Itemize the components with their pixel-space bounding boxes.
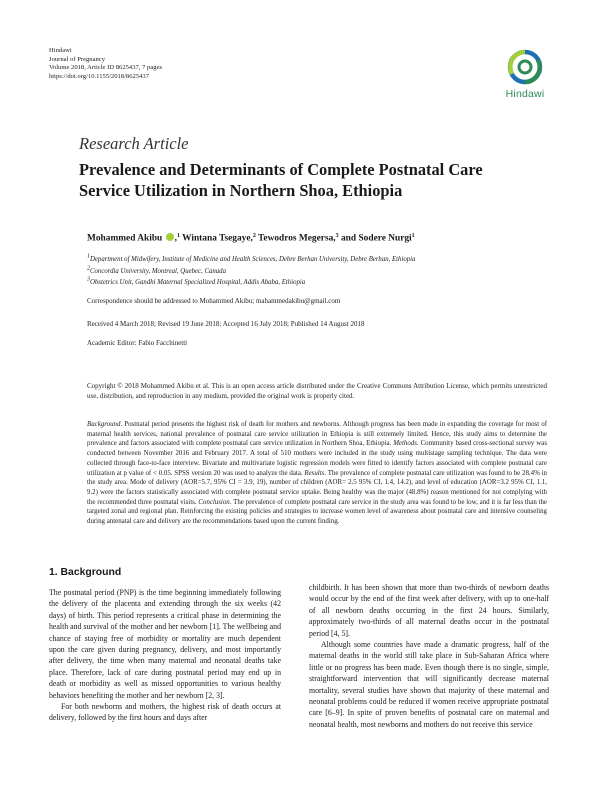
- abstract-conclusion-label: Conclusion: [198, 498, 230, 506]
- academic-editor: Academic Editor: Fabio Facchinetti: [87, 339, 188, 347]
- abstract-conclusion-text: . The prevalence of complete postnatal care service in the study area was found to be low, and it is far less than the targeted zonal and regional plan. Reinforcing the existing policies and strategies to increase women level of awareness about postnatal care and intensive counseling during antenatal care and delivery are the recommendations based upon the current finding.: [87, 498, 547, 526]
- abstract-results-label: Results: [304, 469, 325, 477]
- abstract-methods-text: . Community based cross-sectional survey was conducted between November 2016 and February 2017. A total of 510 mothers were included in the study using multistage sampling technique. The data were collected through face-to-face interview. Bivariate and multivariate logistic regression models were fitted to identify factors associated with complete postnatal care utilization at p value of < 0.05. SPSS version 20 was used to analyze the data.: [87, 440, 548, 477]
- doi-link[interactable]: https://doi.org/10.1155/2018/8625437: [49, 72, 150, 80]
- abstract-background-label: Background: [87, 421, 121, 428]
- abstract-results-text: . The prevalence of complete postnatal care utilization was found to be 28.4% in the study area. Mode of delivery (AOR=5.7, 95% CI = 3.9, 19), number of children (AOR= 2.5 95% CI, 1.4, 14.2), and level of education (AOR=3.2 95% CI, 1.1, 9.2) were the factors statistically associated with complete postnatal service uptake. Being healthy was the major (48.8%) reason mentioned for not complying with the recommended three postnatal visits.: [87, 469, 547, 506]
- author-3-affil: 3: [335, 233, 339, 239]
- author-1[interactable]: Mohammed Akibu: [87, 233, 163, 244]
- hindawi-logo: [494, 47, 556, 100]
- affiliation-item: $^3$Obstetrics Unit, Gandhi Maternal Specialized Hospital, Addis Ababa, Ethiopia: [87, 276, 306, 286]
- volume-info: Volume 2018, Article ID 8625437, 7 pages: [49, 64, 163, 72]
- body-paragraph: For both newborns and mothers, the highest risk of death occurs at delivery, followed by the first hours and days after: [49, 702, 281, 723]
- abstract-methods-label: Methods: [393, 440, 417, 448]
- body-paragraph: The postnatal period (PNP) is the time beginning immediately following the delivery of the placenta and extending through the six weeks (42 days) of birth. This period represents a critical phase in determining the health and survival of the mother and her newborn [1]. The wellbeing and chance of staying free of morbidity or mortality are much dependent upon the care given during pregnancy, delivery, and most importantly after delivery, the time when many maternal and neonatal deaths take place. Therefore, lack of care during postnatal period may end up in death or morbidity as well as missed opportunities to various healthy behaviors benefiting the mother and her newborn [2, 3].: [49, 588, 281, 700]
- logo-text: Hindawi: [505, 88, 545, 100]
- article-type: Research Article: [79, 134, 189, 153]
- article-title: [79, 159, 539, 201]
- orcid-icon[interactable]: [166, 233, 174, 241]
- body-column-right: [309, 582, 549, 730]
- body-paragraph: childbirth. It has been shown that more than two-thirds of newborn deaths would occur by the end of the first week after delivery, with up to one-half of all newborn deaths occurring in the first 24 hours. Similarly, approximately two-thirds of all maternal deaths occur in the postnatal period [4, 5].: [309, 583, 549, 638]
- body-column-left: [49, 587, 281, 724]
- author-2-affil: 2: [252, 233, 256, 239]
- title-line-1: Prevalence and Determinants of Complete Postnatal Care: [79, 160, 483, 179]
- publisher-name: Hindawi: [49, 47, 72, 54]
- body-paragraph: Although some countries have made a dramatic progress, half of the maternal deaths in the world still take place in Sub-Saharan Africa where little or no progress has been made. Even though there is no single, simple, straightforward intervention that will significantly decrease maternal mortality, several studies have shown that majority of these maternal and neonatal problems could be reduced if women receive appropriate postnatal care [6–9]. In spite of proven benefits of postnatal care on maternal and neonatal health, most newborns and mothers do not receive this service: [309, 640, 549, 729]
- author-list: Mohammed Akibu ,$^1$ Wintana Tsegaye,$^2$ Tewodros Megersa,$^3$ and Sodere Nurgi$^1$: [87, 233, 415, 244]
- section-heading: 1. Background: [49, 567, 122, 578]
- affiliation-item: $^1$Department of Midwifery, Institute of Medicine and Health Sciences, Debre Berhan University, Debre Berhan, Ethiopia: [87, 253, 416, 263]
- title-line-2: Service Utilization in Northern Shoa, Ethiopia: [79, 181, 403, 200]
- affiliation-item: $^2$Concordia University, Montreal, Quebec, Canada: [87, 265, 226, 275]
- author-4[interactable]: Sodere Nurgi: [358, 233, 412, 244]
- affiliations: [87, 254, 415, 289]
- correspondence: Correspondence should be addressed to Mohammed Akibu; mahammedakibu@gmail.com: [87, 297, 341, 305]
- author-3[interactable]: Tewodros Megersa,: [258, 233, 336, 244]
- publication-dates: Received 4 March 2018; Revised 19 June 2018; Accepted 16 July 2018; Published 14 August 2018: [87, 320, 365, 328]
- copyright-notice: Copyright © 2018 Mohammed Akibu et al. This is an open access article distributed under the Creative Commons Attribution License, which permits unrestricted use, distribution, and reproduction in any medium, provided the original work is properly cited.: [87, 382, 547, 400]
- journal-info: [49, 47, 162, 81]
- author-4-affil: 1: [411, 233, 415, 239]
- author-conjunction: and: [340, 233, 357, 244]
- abstract-background-text: . Postnatal period presents the highest risk of death for mothers and newborns. Although progress has been made in expanding the coverage for most of maternal health services, national prevalence of postnatal care service utilization in Ethiopia is still extremely limited. Hence, this study aims to determine the prevalence and factors associated with complete postnatal care service utilization in Northern Shoa, Ethiopia.: [87, 421, 547, 448]
- author-2[interactable]: Wintana Tsegaye,: [182, 233, 253, 244]
- author-1-affil: 1: [176, 233, 180, 239]
- journal-name: Journal of Pregnancy: [49, 55, 106, 63]
- hindawi-logo-icon: [500, 47, 550, 87]
- abstract: [87, 420, 547, 527]
